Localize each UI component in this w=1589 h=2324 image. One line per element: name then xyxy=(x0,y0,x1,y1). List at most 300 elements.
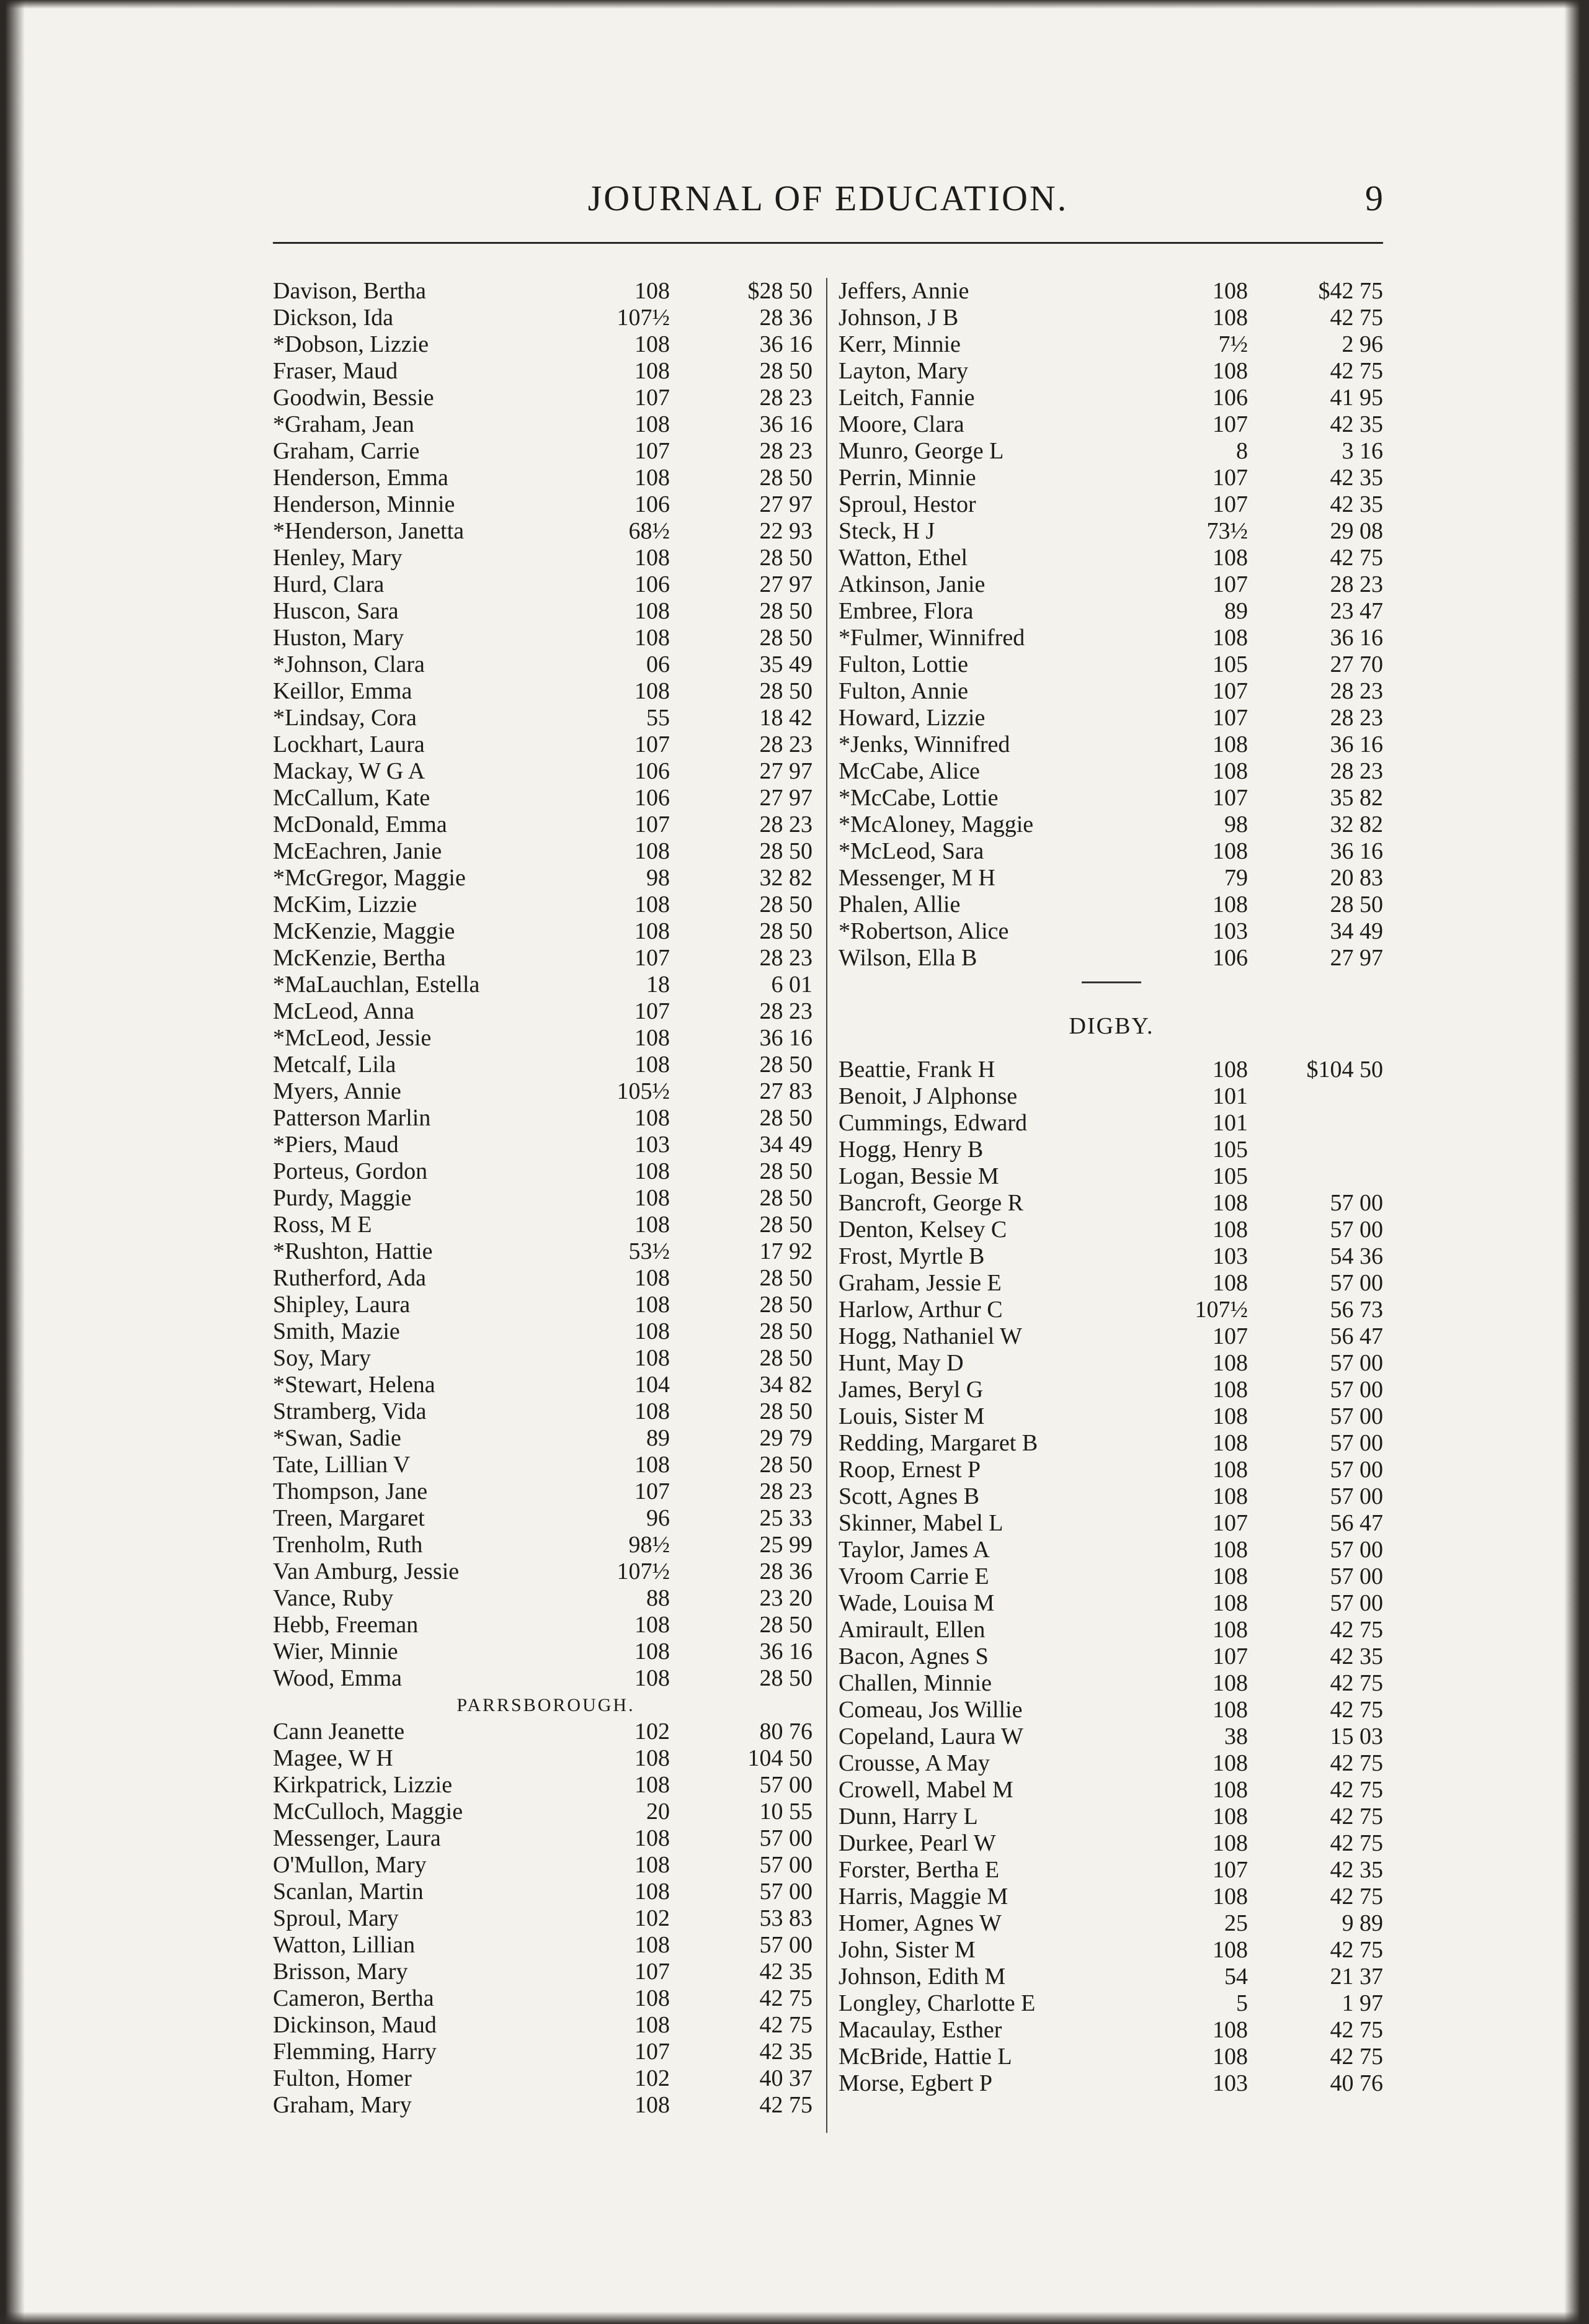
page-edge-left xyxy=(0,0,25,2324)
days-taught: 108 xyxy=(634,1772,670,1798)
table-row xyxy=(273,411,819,438)
days-taught: 108 xyxy=(1213,1750,1248,1776)
table-row xyxy=(839,1884,1384,1910)
grant-amount: 57 00 xyxy=(1330,1217,1383,1243)
teacher-name: Taylor, James A xyxy=(839,1537,990,1563)
table-row xyxy=(839,1297,1384,1323)
teacher-name: Bacon, Agnes S xyxy=(839,1643,989,1669)
grant-amount: 22 93 xyxy=(759,518,812,544)
days-taught: 101 xyxy=(1213,1083,1248,1109)
table-row xyxy=(273,1238,819,1265)
grant-amount: 28 50 xyxy=(759,465,812,491)
grant-amount: 80 76 xyxy=(759,1718,812,1745)
grant-amount: 28 50 xyxy=(759,1398,812,1424)
table-row xyxy=(273,598,819,625)
grant-amount: 27 97 xyxy=(759,758,812,784)
table-row xyxy=(273,1532,819,1558)
teacher-name: Wade, Louisa M xyxy=(839,1590,995,1616)
days-taught: 108 xyxy=(634,1398,670,1424)
grant-amount: 36 16 xyxy=(1330,838,1383,864)
table-row xyxy=(839,1137,1384,1163)
days-taught: 107 xyxy=(1213,1857,1248,1883)
days-taught: 108 xyxy=(1213,758,1248,784)
grant-amount: 27 97 xyxy=(1330,945,1383,971)
table-row xyxy=(273,918,819,945)
grant-amount: 42 75 xyxy=(1330,1803,1383,1830)
teacher-name: Fulton, Annie xyxy=(839,678,969,704)
grant-amount: 104 50 xyxy=(747,1745,812,1771)
table-row xyxy=(273,1772,819,1799)
left-top-list xyxy=(273,278,819,1692)
teacher-name: McLeod, Anna xyxy=(273,998,414,1024)
table-row xyxy=(273,1212,819,1238)
table-row xyxy=(273,545,819,571)
grant-amount: 28 50 xyxy=(759,1318,812,1344)
teacher-name: Cummings, Edward xyxy=(839,1110,1027,1136)
table-row xyxy=(839,705,1384,731)
teacher-name: Jeffers, Annie xyxy=(839,278,969,304)
table-row xyxy=(839,518,1384,545)
grant-amount: 34 49 xyxy=(1330,918,1383,944)
grant-amount: 42 75 xyxy=(1330,1617,1383,1643)
table-row xyxy=(273,678,819,705)
teacher-name: Graham, Jessie E xyxy=(839,1270,1002,1296)
grant-amount: 28 50 xyxy=(1330,892,1383,918)
table-row xyxy=(273,1905,819,1932)
table-row xyxy=(839,1110,1384,1137)
days-taught: 108 xyxy=(1213,1884,1248,1910)
table-row xyxy=(839,811,1384,838)
section-title-parrsborough: PARRSBOROUGH. xyxy=(456,1695,635,1715)
grant-amount: 28 50 xyxy=(759,678,812,704)
days-taught: 107 xyxy=(634,945,670,971)
table-row xyxy=(839,1350,1384,1377)
days-taught: 108 xyxy=(1213,1190,1248,1216)
table-row xyxy=(273,438,819,465)
days-taught: 108 xyxy=(634,1932,670,1958)
teacher-name: Fulton, Homer xyxy=(273,2065,412,2091)
table-row xyxy=(273,1665,819,1692)
days-taught: 73½ xyxy=(1206,518,1248,544)
teacher-name: Munro, George L xyxy=(839,438,1004,464)
table-row xyxy=(839,1510,1384,1537)
grant-amount: 57 00 xyxy=(1330,1483,1383,1509)
days-taught: 106 xyxy=(1213,385,1248,411)
teacher-name: Van Amburg, Jessie xyxy=(273,1558,460,1584)
grant-amount: 42 75 xyxy=(759,2012,812,2038)
days-taught: 106 xyxy=(1213,945,1248,971)
teacher-name: *Piers, Maud xyxy=(273,1132,399,1158)
table-row xyxy=(839,1617,1384,1643)
table-row xyxy=(839,358,1384,385)
grant-amount: 42 75 xyxy=(1330,2044,1383,2070)
teacher-name: Purdy, Maggie xyxy=(273,1185,412,1211)
grant-amount: 18 42 xyxy=(759,705,812,731)
teacher-name: Hogg, Henry B xyxy=(839,1137,984,1163)
days-taught: 108 xyxy=(1213,1483,1248,1509)
teacher-name: Kirkpatrick, Lizzie xyxy=(273,1772,453,1798)
table-row xyxy=(839,438,1384,465)
table-row xyxy=(839,1697,1384,1723)
grant-amount: 28 50 xyxy=(759,1052,812,1078)
table-row xyxy=(273,1292,819,1318)
days-taught: 104 xyxy=(634,1372,670,1398)
grant-amount: 57 00 xyxy=(1330,1537,1383,1563)
table-row xyxy=(839,1190,1384,1217)
days-taught: 88 xyxy=(646,1585,670,1611)
teacher-name: *Fulmer, Winnifred xyxy=(839,625,1025,651)
grant-amount: 57 00 xyxy=(759,1932,812,1958)
teacher-name: Huscon, Sara xyxy=(273,598,399,624)
teacher-name: *Robertson, Alice xyxy=(839,918,1009,944)
days-taught: 108 xyxy=(1213,1403,1248,1429)
table-row xyxy=(839,918,1384,945)
journal-title: JOURNAL OF EDUCATION. xyxy=(587,178,1069,218)
days-taught: 108 xyxy=(634,1745,670,1771)
grant-amount: 36 16 xyxy=(759,331,812,357)
teacher-name: Brisson, Mary xyxy=(273,1959,408,1985)
days-taught: 108 xyxy=(634,1612,670,1638)
grant-amount: 9 89 xyxy=(1342,1910,1383,1936)
grant-amount: 28 50 xyxy=(759,1105,812,1131)
table-row xyxy=(273,1158,819,1185)
days-taught: 108 xyxy=(634,678,670,704)
days-taught: 53½ xyxy=(628,1238,670,1264)
teacher-name: Magee, W H xyxy=(273,1745,393,1771)
teacher-name: Harlow, Arthur C xyxy=(839,1297,1003,1323)
grant-amount: 42 75 xyxy=(1330,545,1383,571)
teacher-name: Atkinson, Janie xyxy=(839,571,986,597)
teacher-name: *Johnson, Clara xyxy=(273,651,425,677)
teacher-name: Porteus, Gordon xyxy=(273,1158,428,1184)
table-row xyxy=(273,1132,819,1158)
days-taught: 108 xyxy=(634,1265,670,1291)
teacher-name: *Dobson, Lizzie xyxy=(273,331,429,357)
grant-amount: 28 50 xyxy=(759,1452,812,1478)
days-taught: 108 xyxy=(1213,1830,1248,1856)
days-taught: 108 xyxy=(634,1025,670,1051)
grant-amount: 28 50 xyxy=(759,598,812,624)
table-row xyxy=(273,1985,819,2012)
days-taught: 106 xyxy=(634,571,670,597)
days-taught: 108 xyxy=(1213,1937,1248,1963)
teacher-name: Soy, Mary xyxy=(273,1345,371,1371)
grant-amount: 57 00 xyxy=(759,1772,812,1798)
days-taught: 107 xyxy=(634,731,670,758)
grant-amount: 54 36 xyxy=(1330,1243,1383,1269)
digby-list xyxy=(839,1057,1384,2097)
grant-amount: 23 20 xyxy=(759,1585,812,1611)
teacher-name: Keillor, Emma xyxy=(273,678,412,704)
table-row xyxy=(839,758,1384,785)
grant-amount: 36 16 xyxy=(759,1638,812,1665)
teacher-name: Forster, Bertha E xyxy=(839,1857,1000,1883)
teacher-name: Crousse, A May xyxy=(839,1750,990,1776)
days-taught: 103 xyxy=(634,1132,670,1158)
table-row xyxy=(273,2065,819,2092)
table-row xyxy=(273,1372,819,1398)
table-row xyxy=(839,1723,1384,1750)
teacher-name: Flemming, Harry xyxy=(273,2039,437,2065)
days-taught: 108 xyxy=(634,1318,670,1344)
days-taught: 18 xyxy=(646,972,670,998)
days-taught: 55 xyxy=(646,705,670,731)
grant-amount: 56 73 xyxy=(1330,1297,1383,1323)
table-row xyxy=(273,1025,819,1052)
grant-amount: 56 47 xyxy=(1330,1510,1383,1536)
table-row xyxy=(839,2017,1384,2044)
teacher-name: Watton, Ethel xyxy=(839,545,968,571)
grant-amount: 42 35 xyxy=(1330,465,1383,491)
teacher-name: *Jenks, Winnifred xyxy=(839,731,1010,758)
table-row xyxy=(273,758,819,785)
grant-amount: 28 23 xyxy=(759,998,812,1024)
days-taught: 96 xyxy=(646,1505,670,1531)
teacher-name: Copeland, Laura W xyxy=(839,1723,1023,1750)
grant-amount: 28 23 xyxy=(759,731,812,758)
table-row xyxy=(839,892,1384,918)
days-taught: 98 xyxy=(1224,811,1248,838)
days-taught: 107 xyxy=(1213,1643,1248,1669)
grant-amount: 34 82 xyxy=(759,1372,812,1398)
teacher-name: Sproul, Hestor xyxy=(839,491,976,517)
table-row xyxy=(273,1612,819,1638)
teacher-name: McKim, Lizzie xyxy=(273,892,417,918)
table-row xyxy=(839,651,1384,678)
table-row xyxy=(273,972,819,998)
teacher-name: Hurd, Clara xyxy=(273,571,385,597)
grant-amount: 17 92 xyxy=(759,1238,812,1264)
grant-amount: $28 50 xyxy=(747,278,812,304)
grant-amount: 35 49 xyxy=(759,651,812,677)
table-row xyxy=(273,945,819,972)
table-row xyxy=(839,2044,1384,2070)
days-taught: 107 xyxy=(634,1959,670,1985)
grant-amount: 42 75 xyxy=(1330,1670,1383,1696)
teacher-name: Wilson, Ella B xyxy=(839,945,977,971)
right-top-list xyxy=(839,278,1384,972)
days-taught: 108 xyxy=(634,278,670,304)
teacher-name: Challen, Minnie xyxy=(839,1670,992,1696)
table-row xyxy=(839,491,1384,518)
teacher-name: McEachren, Janie xyxy=(273,838,442,864)
days-taught: 102 xyxy=(634,1718,670,1745)
teacher-name: Hunt, May D xyxy=(839,1350,964,1376)
teacher-name: Vroom Carrie E xyxy=(839,1563,989,1589)
table-row xyxy=(839,1990,1384,2017)
days-taught: 108 xyxy=(634,1158,670,1184)
teacher-name: James, Beryl G xyxy=(839,1377,984,1403)
table-row xyxy=(839,1430,1384,1457)
days-taught: 103 xyxy=(1213,918,1248,944)
grant-amount: 41 95 xyxy=(1330,385,1383,411)
teacher-name: *McCabe, Lottie xyxy=(839,785,999,811)
teacher-name: Benoit, J Alphonse xyxy=(839,1083,1018,1109)
teacher-name: Davison, Bertha xyxy=(273,278,426,304)
table-row xyxy=(839,411,1384,438)
grant-amount: 36 16 xyxy=(759,411,812,437)
days-taught: 108 xyxy=(1213,305,1248,331)
days-taught: 108 xyxy=(1213,1617,1248,1643)
days-taught: 7½ xyxy=(1218,331,1248,357)
teacher-name: Scanlan, Martin xyxy=(273,1879,424,1905)
teacher-name: Cameron, Bertha xyxy=(273,1985,434,2011)
days-taught: 103 xyxy=(1213,2070,1248,2096)
teacher-name: Tate, Lillian V xyxy=(273,1452,411,1478)
table-row xyxy=(839,1777,1384,1803)
table-row xyxy=(273,1745,819,1772)
grant-amount: $42 75 xyxy=(1318,278,1383,304)
table-row xyxy=(839,1803,1384,1830)
teacher-name: Denton, Kelsey C xyxy=(839,1217,1007,1243)
teacher-name: Henderson, Minnie xyxy=(273,491,455,517)
table-row xyxy=(273,1265,819,1292)
teacher-name: Steck, H J xyxy=(839,518,935,544)
grant-amount: 3 16 xyxy=(1342,438,1383,464)
table-row xyxy=(273,1638,819,1665)
days-taught: 107 xyxy=(634,811,670,838)
table-row xyxy=(839,1243,1384,1270)
teacher-name: Logan, Bessie M xyxy=(839,1163,999,1189)
grant-amount: 57 00 xyxy=(1330,1563,1383,1589)
grant-amount: 57 00 xyxy=(1330,1270,1383,1296)
grant-amount: 42 35 xyxy=(1330,491,1383,517)
teacher-name: Redding, Margaret B xyxy=(839,1430,1038,1456)
days-taught: 108 xyxy=(1213,545,1248,571)
section-separator xyxy=(839,981,1384,1008)
days-taught: 108 xyxy=(1213,1377,1248,1403)
teacher-name: Patterson Marlin xyxy=(273,1105,431,1131)
grant-amount: 15 03 xyxy=(1330,1723,1383,1750)
grant-amount: 57 00 xyxy=(1330,1403,1383,1429)
table-row xyxy=(273,305,819,331)
days-taught: 108 xyxy=(634,838,670,864)
days-taught: 108 xyxy=(1213,2017,1248,2043)
grant-amount: 28 23 xyxy=(759,385,812,411)
teacher-name: Lockhart, Laura xyxy=(273,731,425,758)
grant-amount: 28 50 xyxy=(759,1612,812,1638)
grant-amount: 34 49 xyxy=(759,1132,812,1158)
grant-amount: 28 50 xyxy=(759,1345,812,1371)
column-divider xyxy=(826,278,827,2133)
days-taught: 107 xyxy=(1213,678,1248,704)
days-taught: 107½ xyxy=(616,1558,670,1584)
days-taught: 102 xyxy=(634,1905,670,1931)
grant-amount: 21 37 xyxy=(1330,1964,1383,1990)
teacher-name: Johnson, Edith M xyxy=(839,1964,1006,1990)
days-taught: 108 xyxy=(634,2092,670,2118)
days-taught: 108 xyxy=(1213,1697,1248,1723)
teacher-name: Sproul, Mary xyxy=(273,1905,399,1931)
grant-amount: 42 75 xyxy=(1330,358,1383,384)
grant-amount: 28 50 xyxy=(759,545,812,571)
table-row xyxy=(839,1590,1384,1617)
grant-amount: 56 47 xyxy=(1330,1323,1383,1349)
days-taught: 108 xyxy=(1213,1777,1248,1803)
teacher-name: *McGregor, Maggie xyxy=(273,865,466,891)
grant-amount: 42 75 xyxy=(1330,1777,1383,1803)
teacher-name: Beattie, Frank H xyxy=(839,1057,995,1083)
days-taught: 108 xyxy=(634,598,670,624)
teacher-name: Rutherford, Ada xyxy=(273,1265,426,1291)
teacher-name: *Swan, Sadie xyxy=(273,1425,401,1451)
days-taught: 107 xyxy=(1213,411,1248,437)
table-row xyxy=(273,1425,819,1452)
teacher-name: McKenzie, Maggie xyxy=(273,918,455,944)
days-taught: 108 xyxy=(634,1105,670,1131)
days-taught: 107 xyxy=(634,2039,670,2065)
table-row xyxy=(273,998,819,1025)
teacher-name: Shipley, Laura xyxy=(273,1292,411,1318)
teacher-name: Frost, Myrtle B xyxy=(839,1243,985,1269)
table-row xyxy=(273,731,819,758)
table-row xyxy=(273,1959,819,1985)
grant-amount: 42 75 xyxy=(759,1985,812,2011)
teacher-name: *Rushton, Hattie xyxy=(273,1238,433,1264)
grant-amount: 32 82 xyxy=(759,865,812,891)
grant-amount: 28 50 xyxy=(759,1185,812,1211)
table-row xyxy=(839,465,1384,491)
days-taught: 108 xyxy=(1213,1590,1248,1616)
grant-amount: 42 35 xyxy=(759,2039,812,2065)
days-taught: 107 xyxy=(634,998,670,1024)
table-row xyxy=(273,1398,819,1425)
table-row xyxy=(273,651,819,678)
teacher-name: Mackay, W G A xyxy=(273,758,425,784)
page-edge-bottom xyxy=(0,2312,1589,2324)
days-taught: 108 xyxy=(634,1212,670,1238)
days-taught: 108 xyxy=(634,545,670,571)
days-taught: 108 xyxy=(1213,1430,1248,1456)
teacher-name: Dickinson, Maud xyxy=(273,2012,437,2038)
grant-amount: 42 75 xyxy=(1330,305,1383,331)
table-row xyxy=(839,1457,1384,1483)
teacher-name: Amirault, Ellen xyxy=(839,1617,986,1643)
teacher-name: Homer, Agnes W xyxy=(839,1910,1002,1936)
days-taught: 108 xyxy=(634,1638,670,1665)
teacher-name: Huston, Mary xyxy=(273,625,404,651)
teacher-name: Smith, Mazie xyxy=(273,1318,400,1344)
teacher-name: McCabe, Alice xyxy=(839,758,980,784)
days-taught: 25 xyxy=(1224,1910,1248,1936)
days-taught: 108 xyxy=(634,1345,670,1371)
teacher-name: Wood, Emma xyxy=(273,1665,403,1691)
header-rule xyxy=(273,242,1383,244)
grant-amount: 57 00 xyxy=(1330,1377,1383,1403)
table-row xyxy=(839,1750,1384,1777)
days-taught: 105 xyxy=(1213,651,1248,677)
teacher-name: Harris, Maggie M xyxy=(839,1884,1008,1910)
teacher-name: Myers, Annie xyxy=(273,1078,401,1104)
teacher-name: Cann Jeanette xyxy=(273,1718,405,1745)
days-taught: 108 xyxy=(634,1292,670,1318)
teacher-name: Graham, Mary xyxy=(273,2092,412,2118)
teacher-name: Ross, M E xyxy=(273,1212,372,1238)
days-taught: 107½ xyxy=(616,305,670,331)
days-taught: 79 xyxy=(1224,865,1248,891)
days-taught: 107 xyxy=(1213,1510,1248,1536)
grant-amount: 35 82 xyxy=(1330,785,1383,811)
table-row xyxy=(273,865,819,892)
right-column xyxy=(839,278,1384,2097)
teacher-name: Fulton, Lottie xyxy=(839,651,968,677)
table-row xyxy=(839,305,1384,331)
teacher-name: Moore, Clara xyxy=(839,411,964,437)
table-row xyxy=(839,1323,1384,1350)
table-row xyxy=(273,1078,819,1105)
table-row xyxy=(273,1318,819,1345)
table-row xyxy=(273,491,819,518)
